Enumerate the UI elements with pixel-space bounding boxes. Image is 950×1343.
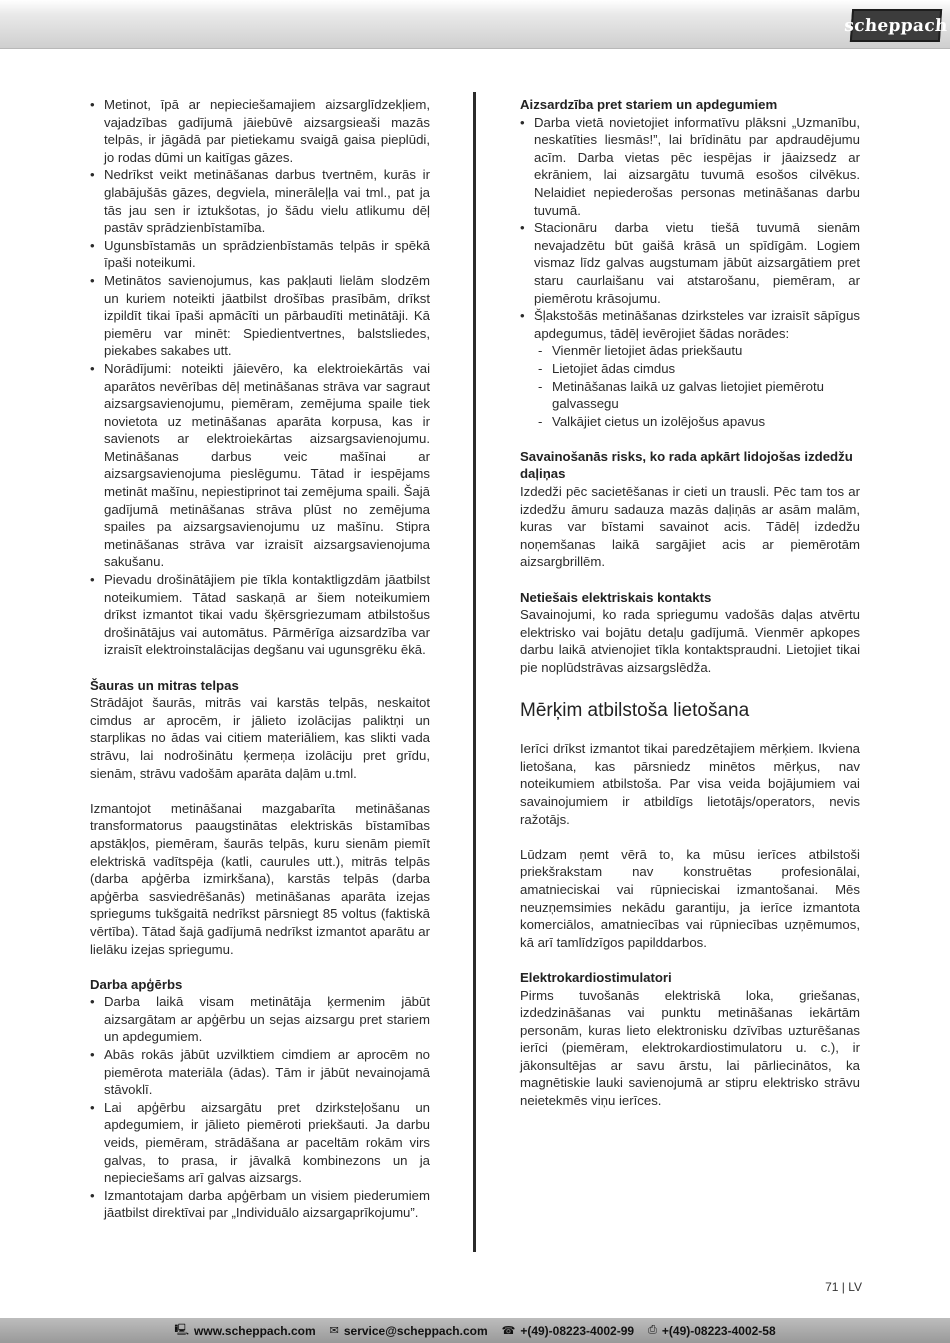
footer-email-text: service@scheppach.com: [343, 1323, 488, 1338]
list-item: - Valkājiet cietus un izolējošus apavus: [520, 413, 860, 431]
footer-fax-text: +(49)-08223-4002-58: [661, 1323, 776, 1338]
safety-bullet-list: [90, 96, 430, 659]
rays-protection-heading: Aizsardzība pret stariem un apdegumiem: [520, 97, 778, 112]
footer-fax: [648, 1324, 776, 1338]
intended-use-text: Ierīci drīkst izmantot tikai paredzētajiem mērķiem. Ikviena lietošana, kas pārsniedz minētos mērķus, nav noteikumiem atbilstoša. Par visa veida bojājumiem vai savainojumiem ir atbildīgs lietotājs/operators, nevis ražotājs.: [520, 741, 860, 827]
list-item: • Lai apģērbu aizsargātu pret dzirksteļošanu un apdegumiem, ir jālieto piemēroti priekšauti. Ja darbu veids, piemēram, strādāšana ar paceltām rokām virs galvas, to prasa, ir jāvalkā kombinezons un ja nepieciešams arī galvas aizsargs.: [90, 1099, 430, 1187]
list-item: • Pievadu drošinātājiem pie tīkla kontaktligzdām jāatbilst noteikumiem. Tātad saskaņā ar šiem noteikumiem drīkst izmantot tikai vadu šķērsgriezumam atbilstošus drošinātājus vai automātus. Pārmērīga aizsardzība var izraisīt elektroinstalācijas degšanu vai ugunsgrēku ēkā.: [90, 571, 430, 659]
footer-bar: [0, 1318, 950, 1343]
computer-icon: 🖳: [174, 1324, 190, 1336]
list-item: - Lietojiet ādas cimdus: [520, 360, 860, 378]
list-item: • Izmantotajam darba apģērbam un visiem piederumiem jāatbilst direktīvai par „Individuālo aizsargaprīkojumu”.: [90, 1187, 430, 1222]
page-number: 71 | LV: [825, 1280, 862, 1294]
list-item: • Abās rokās jābūt uzvilktiem cimdiem ar aprocēm no piemērota materiāla (ādas). Tām ir jābūt nevainojamā stāvoklī.: [90, 1046, 430, 1099]
list-item: • Šļakstošās metināšanas dzirksteles var izraisīt sāpīgus apdegumus, tādēļ ievērojiet šādas norādes:: [520, 307, 860, 342]
phone-icon: ☎: [501, 1325, 516, 1337]
indirect-contact-heading: Netiešais elektriskais kontakts: [520, 589, 712, 605]
clothing-bullet-list: [90, 993, 430, 1222]
footer-phone-text: +(49)-08223-4002-99: [520, 1323, 635, 1338]
list-item: • Norādījumi: noteikti jāievēro, ka elektroiekārtās vai aparātos nevērības dēļ metināšanas strāva var sagraut aizsargsavienojumu, piemēram, zemējuma spaile tiek novietota uz metināšanas aparāta korpusa, kas ir savienots ar elektroiekārtas aizsargsavienojumu. Metināšanas darbus veic mašīnai ar aizsargsavienojuma pieslēgumu. Tātad ir iespējams metināt mašīnu, nepiestiprinot tai zemējuma spaili. Šajā gadījumā metināšanas strāva plūst no zemējuma spailes pa aizsargsavienojumu uz mašīnu. Stipra metināšanas strāva var izraisīt aizsargsavienojuma sakušanu.: [90, 360, 430, 571]
slag-risk-text: Izdedži pēc sacietēšanas ir cieti un trausli. Pēc tam tos ar izdedžu āmuru sadauza mazās daļiņās ar asām malām, kuras var bīstami savainot acis. Tādēļ izdedžu noņemšanas laikā sargājiet acis ar piemērotām aizsargbrillēm.: [520, 484, 860, 570]
list-item: • Nedrīkst veikt metināšanas darbus tvertnēm, kurās ir glabājušās gāzes, degviela, minerāleļļa vai tml., pat ja tās jau sen ir iztukšotas, jo šādu vielu atlikumu dēļ pastāv sprādzienbīstamība.: [90, 166, 430, 236]
indirect-contact-text: Savainojumi, ko rada spriegumu vadošās daļas atvērtu elektrisko vai bojātu detaļu gadījumā. Vienmēr apkopes darbu laikā atvienojiet tīkla kontaktspraudni. Lietojiet tikai pie noplūdstrāvas aizsargslēdža.: [520, 607, 860, 675]
footer-web-text: www.scheppach.com: [194, 1323, 316, 1338]
scheppach-logo: scheppach: [850, 9, 942, 42]
transformer-text: Izmantojot metināšanai mazgabarīta metināšanas transformatorus paaugstinātas elektriskās bīstamības apstākļos, piemēram, šaurās telpās, kuru sienām piemīt elektriskā vadītspēja (katli, caurules utt.), mitrās telpās (darba apģērba izmirkšana), karstās telpās (darba apģērba sasviedrēšanās) metināšanas aparāta izejas spriegums tukšgaitā nedrīkst pārsniegt 85 voltus (faktiskā vērtība). Tātad šajā gadījumā nedrīkst izmantot aparātu ar lielāku izejas spriegumu.: [90, 800, 430, 957]
rays-dash-list: [520, 342, 860, 430]
work-clothing-heading: Darba apģērbs: [90, 976, 183, 992]
header-band: [0, 0, 950, 49]
narrow-rooms-heading: Šauras un mitras telpas: [90, 677, 239, 693]
fax-icon: ⎙: [648, 1324, 657, 1336]
list-item: • Darba vietā novietojiet informatīvu plāksni „Uzmanību, neskatīties liesmās!”, lai brīdinātu par apdraudējumu acīm. Darba vietas pēc iespējas ir jāaizsedz ar ekrāniem, lai aizsargātu tuvumā esošos cilvēkus. Nelaidiet nepiederošas personas metināšanas darbu tuvumā.: [520, 114, 860, 220]
list-item: • Stacionāru darba vietu tiešā tuvumā sienām nevajadzētu būt gaišā krāsā un spīdīgām. Logiem vismaz līdz galvas augstumam jābūt aizsargātiem pret staru caurlaišanu vai atstarošanu, piemēram, ar piemērotu krāsojumu.: [520, 219, 860, 307]
footer-web[interactable]: [174, 1321, 315, 1340]
narrow-rooms-text: Strādājot šaurās, mitrās vai karstās telpās, neskaitot cimdus ar aprocēm, ir jālieto izolācijas paliktņi un starplikas no ādas vai citiem materiāliem, kas slikti vada strāvu, lai nodrošinātu ķermeņa izolāciju pret grīdu, sienām, strāvu vadošām aparāta daļām u.tml.: [90, 695, 430, 781]
list-item: • Metinātos savienojumus, kas pakļauti lielām slodzēm un kuriem noteikti jāatbilst drošības prasībām, drīkst izpildīt tikai īpaši apmācīti un pārbaudīti metinātāji. Kā piemēru var minēt: Spiedientvertnes, balstsliedes, piekabes sakabes utt.: [90, 272, 430, 360]
footer-email[interactable]: [330, 1324, 488, 1338]
list-item: - Metināšanas laikā uz galvas lietojiet piemērotu galvassegu: [520, 378, 860, 413]
envelope-icon: ✉: [329, 1325, 339, 1337]
intended-use-text-2: Lūdzam ņemt vērā to, ka mūsu ierīces atbilstoši priekšrakstam nav konstruētas profesionālai, amatnieciskai vai rūpnieciskai izmantošanai. Mēs neuzņemsimies nekādu garantiju, ja ierīce izmantota komerciālos, amatniecības vai rūpniecības uzņēmumos, kā arī tamlīdzīgos papilddarbos.: [520, 846, 860, 950]
rays-bullet-list: [520, 114, 860, 343]
footer-phone: [502, 1324, 634, 1338]
list-item: • Metinot, īpā ar nepieciešamajiem aizsarglīdzekļiem, vajadzības gadījumā jāiebūvē aizsargsieaši mazās telpās, ir jāgādā par pietiekamu svaigā gaisa pieplūdi, jo rodas dūmi un kaitīgas gāzes.: [90, 96, 430, 166]
pacemakers-text: Pirms tuvošanās elektriskā loka, griešanas, izdedzināšanas vai punktu metināšanas iekārtām personām, kuras lieto elektronisku dzīvības uzturēšanas ierīci (piemēram, elektrokardiostimulatoru u. c.), ir jākonsultējas ar savu ārstu, lai pārliecinātos, ka magnētiskie lauki savienojumā ar stipru elektrisko strāvu neietekmēs viņu ierīces.: [520, 987, 860, 1109]
list-item: • Darba laikā visam metinātāja ķermenim jābūt aizsargātam ar apģērbu un sejas aizsargu pret stariem un apdegumiem.: [90, 993, 430, 1046]
column-divider: [473, 92, 476, 1252]
left-column: [90, 96, 430, 1222]
right-column: [520, 96, 860, 1110]
list-item: • Ugunsbīstamās un sprādzienbīstamās telpās ir spēkā īpaši noteikumi.: [90, 237, 430, 272]
pacemakers-heading: Elektrokardiostimulatori: [520, 969, 672, 985]
slag-risk-heading: Savainošanās risks, ko rada apkārt lidojošas izdedžu daļiņas: [520, 448, 853, 482]
intended-use-heading: Mērķim atbilstoša lietošana: [520, 699, 750, 721]
list-item: - Vienmēr lietojiet ādas priekšautu: [520, 342, 860, 360]
